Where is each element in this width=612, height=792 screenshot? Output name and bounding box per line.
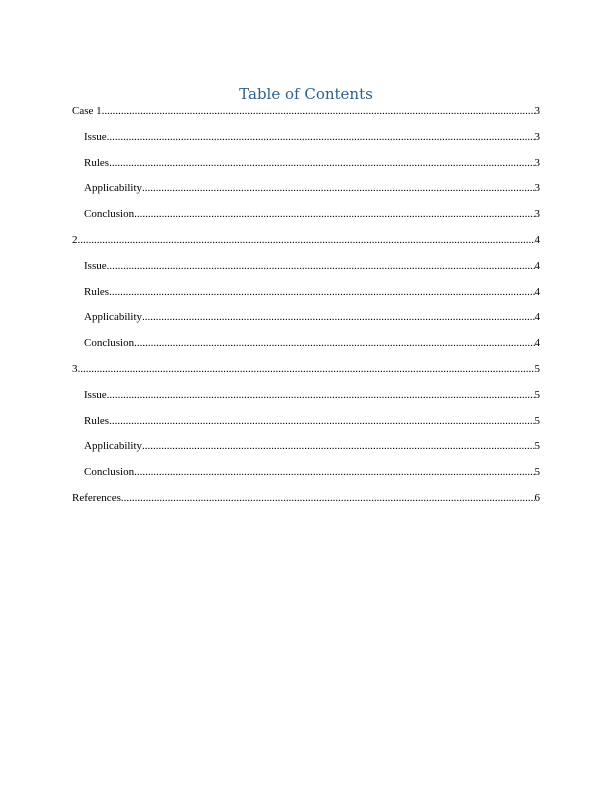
toc-entry[interactable]: [72, 259, 540, 285]
toc-entry-page: 3: [534, 182, 540, 195]
toc-entry-page: 3: [534, 156, 540, 169]
toc-entry-label: Issue: [84, 388, 107, 401]
toc-entry-page: 3: [534, 208, 540, 221]
toc-entry[interactable]: [72, 465, 540, 491]
dot-leader: [109, 156, 534, 170]
toc-list: [72, 104, 540, 517]
dot-leader: [107, 388, 535, 402]
dot-leader: [102, 104, 535, 118]
toc-entry-page: 3: [534, 105, 540, 117]
toc-entry-label: Rules: [84, 285, 110, 298]
toc-entry[interactable]: [72, 388, 540, 414]
toc-entry-page: 4: [534, 311, 540, 324]
toc-entry[interactable]: [72, 156, 540, 182]
toc-entry-label: Case 1: [72, 105, 102, 117]
dot-leader: [109, 414, 534, 428]
toc-entry-page: 4: [534, 337, 540, 350]
toc-entry-label: Rules: [84, 156, 110, 169]
toc-entry-page: 4: [534, 233, 540, 246]
toc-entry-label: Conclusion: [84, 208, 135, 221]
toc-entry[interactable]: [72, 336, 540, 362]
toc-entry-label: Conclusion: [84, 337, 135, 350]
toc-entry-label: Issue: [84, 259, 107, 272]
dot-leader: [142, 310, 534, 324]
dot-leader: [134, 336, 534, 350]
toc-entry-page: 4: [534, 285, 540, 298]
toc-entry-page: 5: [534, 388, 540, 401]
toc-entry-label: Applicability: [84, 311, 143, 324]
toc-entry[interactable]: [72, 130, 540, 156]
toc-title: Table of Contents: [239, 85, 373, 103]
toc-entry[interactable]: [72, 310, 540, 336]
toc-entry[interactable]: [72, 439, 540, 465]
toc-entry-page: 6: [534, 491, 540, 504]
toc-entry[interactable]: [72, 285, 540, 311]
toc-entry-page: 5: [534, 466, 540, 479]
dot-leader: [109, 285, 534, 299]
toc-entry-label: 3: [72, 362, 78, 375]
toc-entry[interactable]: [72, 104, 540, 130]
toc-entry[interactable]: [72, 207, 540, 233]
toc-entry-label: 2: [72, 233, 78, 246]
toc-entry[interactable]: [72, 181, 540, 207]
dot-leader: [134, 207, 534, 221]
dot-leader: [107, 259, 535, 273]
toc-entry-label: Rules: [84, 414, 110, 427]
toc-entry[interactable]: [72, 491, 540, 517]
toc-entry[interactable]: [72, 362, 540, 388]
toc-entry-page: 3: [534, 130, 540, 143]
dot-leader: [78, 362, 535, 376]
dot-leader: [78, 233, 535, 247]
toc-entry-label: Conclusion: [84, 466, 135, 479]
dot-leader: [142, 181, 534, 195]
toc-entry[interactable]: [72, 414, 540, 440]
toc-entry-page: 4: [534, 259, 540, 272]
toc-entry-page: 5: [534, 362, 540, 375]
toc-entry-label: Applicability: [84, 440, 143, 453]
toc-entry-label: Applicability: [84, 182, 143, 195]
dot-leader: [134, 465, 534, 479]
dot-leader: [121, 491, 535, 505]
toc-entry-page: 5: [534, 440, 540, 453]
dot-leader: [107, 130, 535, 144]
toc-entry[interactable]: [72, 233, 540, 259]
dot-leader: [142, 439, 534, 453]
toc-entry-page: 5: [534, 414, 540, 427]
toc-entry-label: References: [72, 491, 121, 504]
toc-entry-label: Issue: [84, 130, 107, 143]
